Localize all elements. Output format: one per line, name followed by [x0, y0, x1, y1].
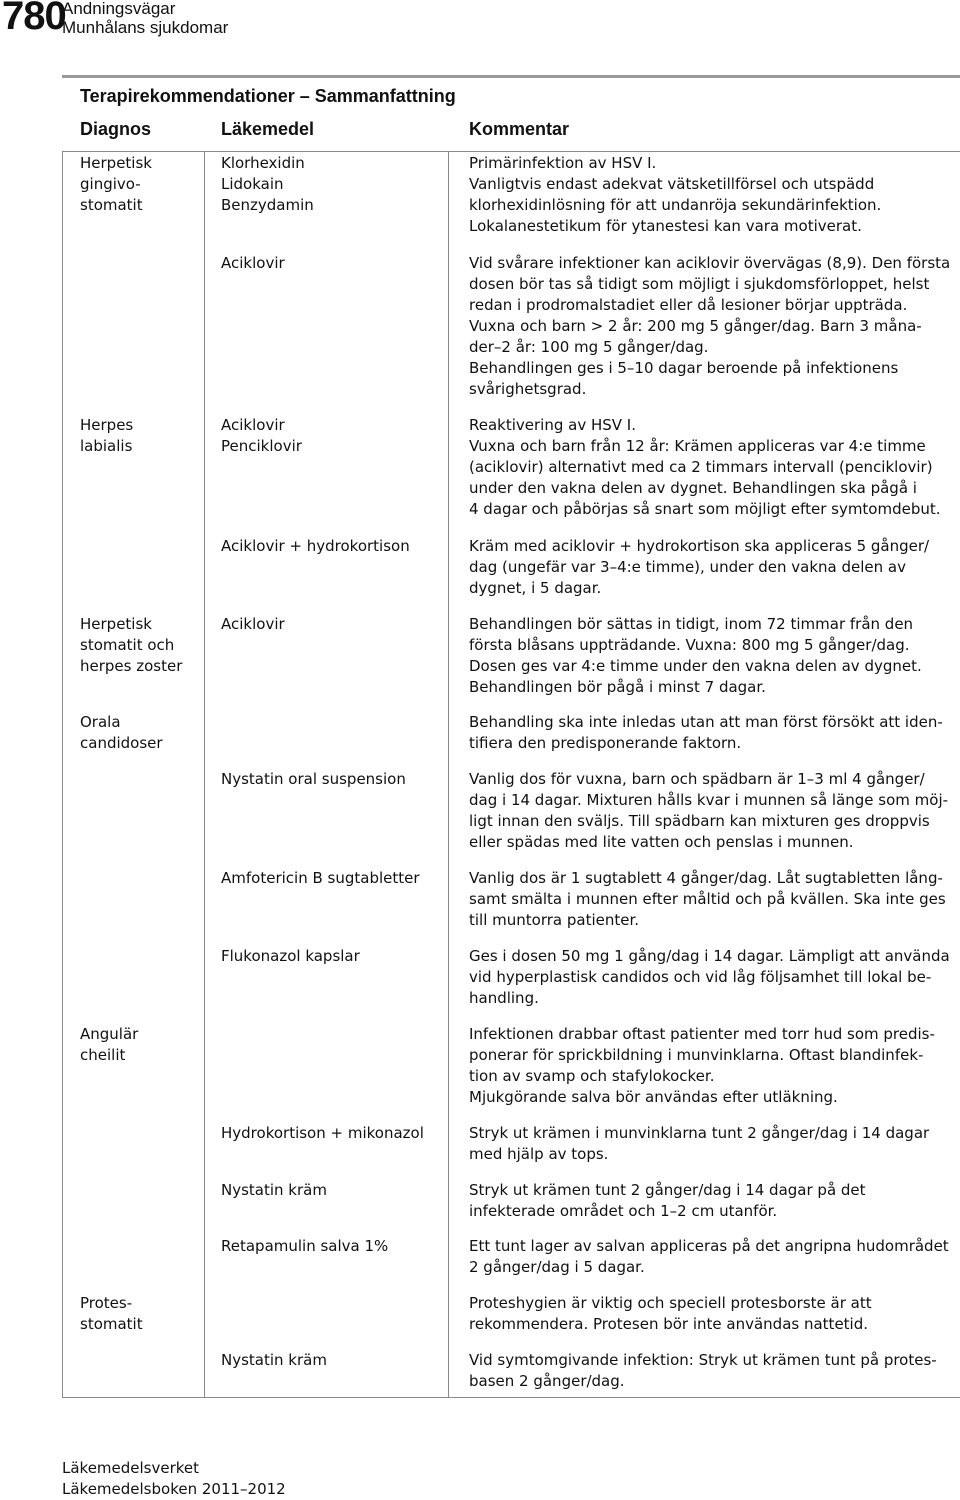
- table-bottom-rule: [62, 1397, 960, 1398]
- cell-line: Vuxna och barn > 2 år: 200 mg 5 gånger/dag. Barn 3 måna-: [469, 317, 922, 335]
- cell-line: handling.: [469, 989, 539, 1007]
- cell-line: basen 2 gånger/dag.: [469, 1372, 625, 1390]
- cell-line: rekommendera. Protesen bör inte användas nattetid.: [469, 1315, 869, 1333]
- cell-line: Proteshygien är viktig och speciell protesborste är att: [469, 1294, 872, 1312]
- cell-line: Stryk ut krämen i munvinklarna tunt 2 gånger/dag i 14 dagar: [469, 1124, 930, 1142]
- cell-line: Retapamulin salva 1%: [221, 1237, 389, 1255]
- column-divider: [62, 152, 63, 1398]
- cell-line: Angulär: [80, 1025, 139, 1043]
- kommentar-cell: [469, 1024, 935, 1108]
- cell-line: första blåsans uppträdande. Vuxna: 800 mg 5 gånger/dag.: [469, 636, 910, 654]
- cell-line: eller spädas med lite vatten och penslas i munnen.: [469, 833, 854, 851]
- diagnos-cell: [80, 1024, 138, 1066]
- cell-line: till muntorra patienter.: [469, 911, 640, 929]
- diagnos-cell: [80, 153, 152, 216]
- kommentar-cell: [469, 1180, 866, 1222]
- chapter-heading: [62, 0, 228, 37]
- cell-line: dygnet, i 5 dagar.: [469, 579, 602, 597]
- cell-line: Vanlig dos är 1 sugtablett 4 gånger/dag. Låt sugtabletten lång-: [469, 869, 943, 887]
- cell-line: Infektionen drabbar oftast patienter med torr hud som predis-: [469, 1025, 935, 1043]
- cell-line: Penciklovir: [221, 437, 302, 455]
- cell-line: Stryk ut krämen tunt 2 gånger/dag i 14 dagar på det: [469, 1181, 866, 1199]
- column-header-diagnos: Diagnos: [80, 119, 152, 139]
- page-number: 780: [2, 0, 66, 38]
- header-divider: [62, 151, 960, 152]
- table-title: Terapirekommendationer – Sammanfattning: [80, 86, 456, 106]
- cell-line: Ges i dosen 50 mg 1 gång/dag i 14 dagar. Lämpligt att använda: [469, 947, 950, 965]
- cell-line: tifiera den predisponerande faktorn.: [469, 734, 742, 752]
- cell-line: stomatit och: [80, 636, 175, 654]
- cell-line: Behandling ska inte inledas utan att man först försökt att iden-: [469, 713, 943, 731]
- cell-line: under den vakna delen av dygnet. Behandlingen ska pågå i: [469, 479, 917, 497]
- cell-line: redan i prodromalstadiet eller då lesioner börjar uppträda.: [469, 296, 908, 314]
- cell-line: Aciklovir: [221, 615, 285, 633]
- lakemedel-cell: [221, 1123, 424, 1144]
- column-header-lakemedel: Läkemedel: [221, 119, 315, 139]
- cell-line: 2 gånger/dag i 5 dagar.: [469, 1258, 645, 1276]
- lakemedel-cell: [221, 769, 406, 790]
- cell-line: Ett tunt lager av salvan appliceras på det angripna hudområdet: [469, 1237, 949, 1255]
- diagnos-cell: [80, 415, 133, 457]
- kommentar-cell: [469, 614, 922, 698]
- kommentar-cell: [469, 769, 948, 853]
- cell-line: Dosen ges var 4:e timme under den vakna delen av dygnet.: [469, 657, 922, 675]
- cell-line: Lokalanestetikum för ytanestesi kan vara motiverat.: [469, 217, 862, 235]
- cell-line: 4 dagar och påbörjas så snart som möjligt efter symtomdebut.: [469, 500, 941, 518]
- footer-publisher: Läkemedelsverket: [62, 1459, 200, 1477]
- kommentar-cell: [469, 712, 943, 754]
- lakemedel-cell: [221, 868, 420, 889]
- lakemedel-cell: [221, 153, 314, 216]
- cell-line: Flukonazol kapslar: [221, 947, 360, 965]
- kommentar-cell: [469, 253, 950, 400]
- cell-line: samt smälta i munnen efter måltid och på kvällen. Ska inte ges: [469, 890, 946, 908]
- footer-book: Läkemedelsboken 2011–2012: [62, 1480, 286, 1498]
- kommentar-cell: [469, 1123, 929, 1165]
- cell-line: Orala: [80, 713, 121, 731]
- lakemedel-cell: [221, 253, 285, 274]
- cell-line: Vanligtvis endast adekvat vätsketillförsel och utspädd: [469, 175, 875, 193]
- cell-line: Vuxna och barn från 12 år: Krämen appliceras var 4:e timme: [469, 437, 926, 455]
- cell-line: Amfotericin B sugtabletter: [221, 869, 420, 887]
- cell-line: Herpetisk: [80, 615, 152, 633]
- cell-line: Benzydamin: [221, 196, 314, 214]
- column-divider: [448, 152, 449, 1398]
- column-header-kommentar: Kommentar: [469, 119, 570, 139]
- kommentar-cell: [469, 946, 950, 1009]
- cell-line: stomatit: [80, 1315, 143, 1333]
- cell-line: Mjukgörande salva bör användas efter utläkning.: [469, 1088, 838, 1106]
- cell-line: (aciklovir) alternativt med ca 2 timmars intervall (penciklovir): [469, 458, 933, 476]
- table-top-rule: [62, 75, 960, 78]
- diagnos-cell: [80, 1293, 143, 1335]
- cell-line: svårighetsgrad.: [469, 380, 587, 398]
- cell-line: Hydrokortison + mikonazol: [221, 1124, 424, 1142]
- cell-line: Herpetisk: [80, 154, 152, 172]
- cell-line: Klorhexidin: [221, 154, 305, 172]
- cell-line: herpes zoster: [80, 657, 183, 675]
- cell-line: Lidokain: [221, 175, 284, 193]
- cell-line: gingivo-: [80, 175, 141, 193]
- cell-line: Vanlig dos för vuxna, barn och spädbarn är 1–3 ml 4 gånger/: [469, 770, 925, 788]
- cell-line: klorhexidinlösning för att undanröja sekundärinfektion.: [469, 196, 882, 214]
- kommentar-cell: [469, 1293, 872, 1335]
- cell-line: dag i 14 dagar. Mixturen hålls kvar i munnen så länge som möj-: [469, 791, 949, 809]
- cell-line: Aciklovir + hydrokortison: [221, 537, 410, 555]
- cell-line: Behandlingen bör sättas in tidigt, inom 72 timmar från den: [469, 615, 914, 633]
- lakemedel-cell: [221, 1180, 327, 1201]
- cell-line: Aciklovir: [221, 416, 285, 434]
- lakemedel-cell: [221, 415, 302, 457]
- cell-line: stomatit: [80, 196, 143, 214]
- column-divider: [204, 152, 205, 1398]
- cell-line: candidoser: [80, 734, 163, 752]
- diagnos-cell: [80, 712, 163, 754]
- lakemedel-cell: [221, 1350, 327, 1371]
- cell-line: Nystatin kräm: [221, 1351, 327, 1369]
- cell-line: dosen bör tas så tidigt som möjligt i sjukdomsförloppet, helst: [469, 275, 930, 293]
- lakemedel-cell: [221, 536, 410, 557]
- chapter-title: Andningsvägar: [62, 0, 176, 18]
- cell-line: Vid svårare infektioner kan aciklovir övervägas (8,9). Den första: [469, 254, 951, 272]
- lakemedel-cell: [221, 614, 285, 635]
- diagnos-cell: [80, 614, 182, 677]
- cell-line: Kräm med aciklovir + hydrokortison ska appliceras 5 gånger/: [469, 537, 930, 555]
- kommentar-cell: [469, 868, 946, 931]
- cell-line: labialis: [80, 437, 133, 455]
- lakemedel-cell: [221, 946, 360, 967]
- cell-line: Behandlingen bör pågå i minst 7 dagar.: [469, 678, 766, 696]
- cell-line: Nystatin kräm: [221, 1181, 327, 1199]
- cell-line: der–2 år: 100 mg 5 gånger/dag.: [469, 338, 709, 356]
- cell-line: dag (ungefär var 3–4:e timme), under den vakna delen av: [469, 558, 906, 576]
- cell-line: med hjälp av tops.: [469, 1145, 609, 1163]
- kommentar-cell: [469, 1350, 937, 1392]
- cell-line: Behandlingen ges i 5–10 dagar beroende på infektionens: [469, 359, 899, 377]
- cell-line: Primärinfektion av HSV I.: [469, 154, 657, 172]
- chapter-subtitle: Munhålans sjukdomar: [62, 18, 229, 37]
- kommentar-cell: [469, 415, 941, 520]
- cell-line: vid hyperplastisk candidos och vid låg följsamhet till lokal be-: [469, 968, 932, 986]
- kommentar-cell: [469, 153, 881, 237]
- cell-line: Nystatin oral suspension: [221, 770, 406, 788]
- cell-line: Reaktivering av HSV I.: [469, 416, 636, 434]
- cell-line: cheilit: [80, 1046, 126, 1064]
- cell-line: ligt innan den sväljs. Till spädbarn kan mixturen ges droppvis: [469, 812, 930, 830]
- cell-line: Protes-: [80, 1294, 133, 1312]
- page-footer: [62, 1458, 286, 1500]
- cell-line: ponerar för sprickbildning i munvinklarna. Oftast blandinfek-: [469, 1046, 924, 1064]
- cell-line: tion av svamp och stafylokocker.: [469, 1067, 715, 1085]
- lakemedel-cell: [221, 1236, 388, 1257]
- kommentar-cell: [469, 536, 929, 599]
- cell-line: Herpes: [80, 416, 134, 434]
- kommentar-cell: [469, 1236, 949, 1278]
- cell-line: Vid symtomgivande infektion: Stryk ut krämen tunt på protes-: [469, 1351, 937, 1369]
- cell-line: infekterade området och 1–2 cm utanför.: [469, 1202, 778, 1220]
- cell-line: Aciklovir: [221, 254, 285, 272]
